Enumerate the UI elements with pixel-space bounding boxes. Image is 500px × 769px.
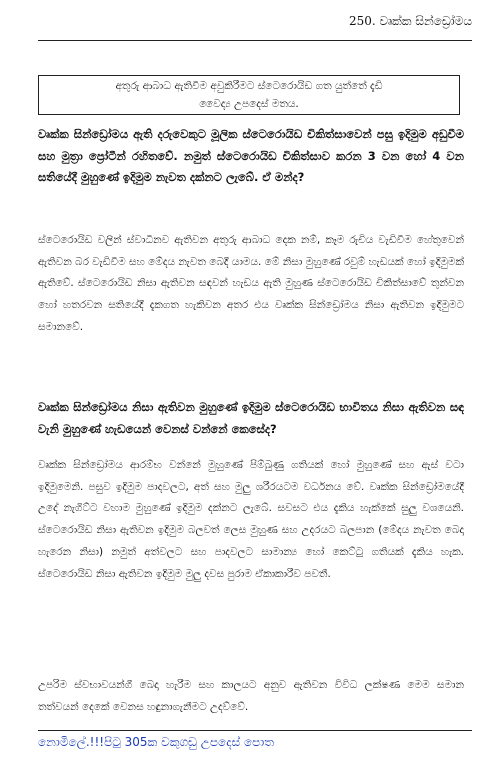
- answer-1: ස්ටෙරොයිඩ වලින් ස්වාධීනව ඇතිවන අතුරු ආබාධ දෙක නම්, කෑම රුචිය වැඩිවීම හේතුවෙන් ඇතිවන බර වැඩිවීම සහ මේදය නැවත බෙදී යාමය. මේ නිසා මුහුණේ රවුම් හැඩයක් හෝ ඉදිමුමක් ඇතිවේ. ස්ටෙරොයිඩ නිසා ඇතිවන සඳවන් හැඩය ඇති මුහුණ ස්ටෙරොයිඩ චිකිත්සාවේ තුන්වන හෝ හතරවන සතියේදී දැකගත හැකිවන අතර එය වෘක්ක සින්ඩ්‍රෝමය නිසා ඇතිවන ඉදිමුමට සමානවේ.: [38, 234, 464, 333]
- note-text: අතුරු ආබාධ ඇතිවීම අවුකිරීමට ස්ටෙරොයිඩ ගත යුත්තේ දැඩි වෛද්‍ය උපදෙස් මතය.: [115, 80, 383, 110]
- answer-2-summary: උපරිම ස්වභාවයන්ගී බෙදා හැරීම සහ කාලයට අනුව ඇතිවන විවිධ ලක්ෂණ මෙම සමාන තත්වයන් දෙකේ වෙනස හඳුනාගැනීමට උදව්වේ.: [38, 679, 464, 713]
- footer-promo: නොමිලේ.!!!පිටු 305ක වකුගඩු උපදෙස් පොත: [38, 735, 274, 749]
- footer-divider: [38, 730, 472, 731]
- answer-2: වෘක්ක සින්ඩ්‍රෝමය ආරම්භ වන්නේ මුහුණේ පිම්බුණු ගතියක් හෝ මුහුණේ සහ ඇස් වටා ඉදිමුමෙනි. පසුව ඉදිමුම පාදවලට, අත් සහ මුලු ශරීරයටම වර්ධනය වේ. වෘක්ක සින්ඩ්‍රෝමයේදී උදේ නැගිට්ට වහාම මුහුණේ ඉදිමුම දක්නට ලැබේ. සවසට එය දැකිය හැක්කේ සුලු වශයෙනි. ස්ටෙරොයිඩ නිසා ඇතිවන ඉදිමුම බලවත් ලෙස මුහුණ සහ උදරයට බලපාන (මේදය නැවත බෙදා හැරෙන නිසා) නමුත් අත්වලට සහ පාදවලට සාමාන්‍ය හෝ කෙට්ටු ගතියක් දැකිය හැක. ස්ටෙරොයිඩ නිසා ඇතිවන ඉදිමුම මුලු දවස පුරාම ඒකාකාරීව පවතී.: [38, 459, 464, 580]
- question-1: වෘක්ක සින්ඩ්‍රෝමය ඇති දරුවෙකුට මූලික ස්ටෙරොයිඩ චිකිත්සාවෙන් පසු ඉදිමුම අඩුවීම සහ මුත්‍රා ප්‍රෝටීන් රහිතවේ. නමුත් ස්ටෙරොයිඩ චිකිත්සාව කරන 3 වන හෝ 4 වන සතියේදී මුහුණේ ඉදිමුම නැවත දක්නට ලැබේ. ඒ මන්ද?: [38, 127, 464, 184]
- running-header: 250. වෘක්ක සින්ඩ්‍රෝමය: [348, 14, 472, 28]
- note-box: [38, 75, 460, 115]
- question-2: වෘක්ක සින්ඩ්‍රෝමය නිසා ඇතිවන මුහුණේ ඉදිමුම ස්ටෙරොයිඩ භාවිතය නිසා ඇතිවන සඳ වැනි මුහුණේ හැඩයෙන් වෙනස් වන්නේ කෙසේද?: [38, 400, 464, 436]
- header-divider: [38, 40, 472, 41]
